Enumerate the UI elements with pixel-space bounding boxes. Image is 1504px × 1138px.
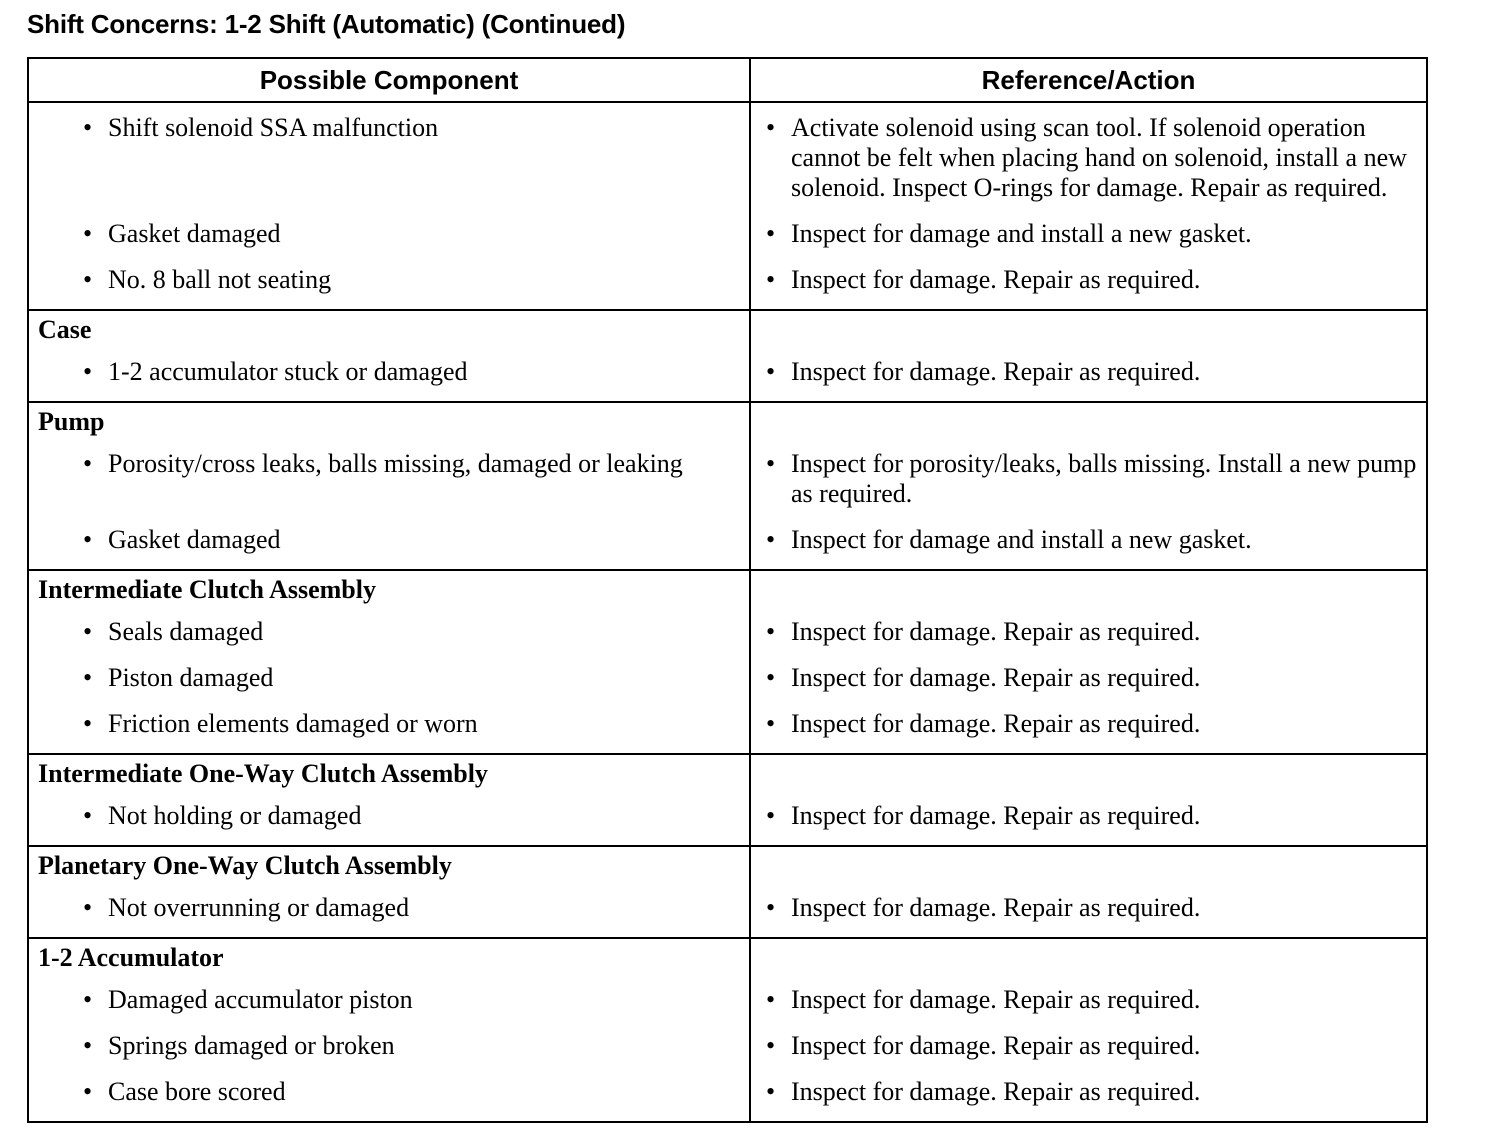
cell-top-padding xyxy=(29,103,749,111)
component-item-text: 1-2 accumulator stuck or damaged xyxy=(108,357,468,386)
action-cell xyxy=(750,570,1427,754)
component-item xyxy=(29,111,749,203)
bullet-icon: • xyxy=(83,663,93,692)
action-item xyxy=(751,355,1426,387)
action-item-text: Inspect for damage. Repair as required. xyxy=(791,801,1201,830)
header-possible-component: Possible Component xyxy=(28,58,750,102)
component-item xyxy=(29,799,749,831)
component-item xyxy=(29,891,749,923)
component-item-text: Damaged accumulator piston xyxy=(108,985,413,1014)
group-title: Planetary One-Way Clutch Assembly xyxy=(38,851,452,880)
group-title-spacer xyxy=(751,939,1426,983)
group-title: Pump xyxy=(38,407,105,436)
component-item-text: Porosity/cross leaks, balls missing, damaged or leaking xyxy=(108,449,683,478)
component-item-text: Case bore scored xyxy=(108,1077,286,1106)
action-item xyxy=(751,799,1426,831)
action-cell xyxy=(750,754,1427,846)
action-item-text: Inspect for damage. Repair as required. xyxy=(791,1031,1201,1060)
table-row xyxy=(28,310,1427,402)
component-item xyxy=(29,983,749,1015)
action-cell xyxy=(750,310,1427,402)
bullet-icon: • xyxy=(83,265,93,294)
group-title-spacer xyxy=(751,403,1426,447)
action-item-text: Inspect for damage. Repair as required. xyxy=(791,985,1201,1014)
action-cell xyxy=(750,938,1427,1122)
group-title-spacer xyxy=(751,571,1426,615)
bullet-icon: • xyxy=(83,219,93,248)
bullet-icon: • xyxy=(83,525,93,554)
action-item xyxy=(751,1029,1426,1061)
component-cell xyxy=(28,570,750,754)
table-row xyxy=(28,570,1427,754)
group-title: Intermediate One-Way Clutch Assembly xyxy=(38,759,488,788)
component-item xyxy=(29,355,749,387)
component-item xyxy=(29,217,749,249)
action-item-text: Inspect for damage. Repair as required. xyxy=(791,1077,1201,1106)
component-item xyxy=(29,707,749,739)
component-item xyxy=(29,263,749,295)
action-item xyxy=(751,217,1426,249)
bullet-icon: • xyxy=(766,985,776,1014)
bullet-icon: • xyxy=(766,709,776,738)
action-item-text: Inspect for damage. Repair as required. xyxy=(791,663,1201,692)
cell-top-padding xyxy=(751,103,1426,111)
bullet-icon: • xyxy=(83,113,93,142)
action-cell xyxy=(750,846,1427,938)
action-item xyxy=(751,447,1426,509)
shift-concerns-table xyxy=(27,57,1428,1123)
header-reference-action: Reference/Action xyxy=(750,58,1427,102)
group-title-spacer xyxy=(751,755,1426,799)
bullet-icon: • xyxy=(766,617,776,646)
bullet-icon: • xyxy=(83,801,93,830)
component-cell xyxy=(28,846,750,938)
action-item xyxy=(751,891,1426,923)
bullet-icon: • xyxy=(766,801,776,830)
bullet-icon: • xyxy=(766,219,776,248)
group-title-spacer xyxy=(751,847,1426,891)
component-cell xyxy=(28,754,750,846)
component-item-text: Springs damaged or broken xyxy=(108,1031,395,1060)
bullet-icon: • xyxy=(766,1031,776,1060)
bullet-icon: • xyxy=(766,525,776,554)
action-item xyxy=(751,523,1426,555)
bullet-icon: • xyxy=(766,1077,776,1106)
bullet-icon: • xyxy=(766,265,776,294)
action-item-text: Inspect for damage and install a new gasket. xyxy=(791,525,1252,554)
bullet-icon: • xyxy=(766,113,776,142)
component-cell xyxy=(28,938,750,1122)
component-cell xyxy=(28,402,750,570)
action-item xyxy=(751,1075,1426,1107)
table-body xyxy=(28,102,1427,1122)
bullet-icon: • xyxy=(83,1077,93,1106)
component-item-text: Piston damaged xyxy=(108,663,274,692)
bullet-icon: • xyxy=(766,357,776,386)
table-row xyxy=(28,754,1427,846)
bullet-icon: • xyxy=(766,449,776,478)
component-item xyxy=(29,1029,749,1061)
bullet-icon: • xyxy=(766,893,776,922)
action-item-text: Inspect for damage. Repair as required. xyxy=(791,709,1201,738)
component-cell xyxy=(28,102,750,310)
page-title: Shift Concerns: 1-2 Shift (Automatic) (Continued) xyxy=(27,9,626,39)
table-header-row xyxy=(28,58,1427,102)
action-item-text: Inspect for damage. Repair as required. xyxy=(791,265,1201,294)
bullet-icon: • xyxy=(83,893,93,922)
action-item-text: Inspect for porosity/leaks, balls missing. Install a new pump as required. xyxy=(791,449,1417,508)
component-item-text: Not overrunning or damaged xyxy=(108,893,410,922)
action-cell xyxy=(750,102,1427,310)
table-row xyxy=(28,938,1427,1122)
bullet-icon: • xyxy=(766,663,776,692)
component-item-text: Not holding or damaged xyxy=(108,801,362,830)
bullet-icon: • xyxy=(83,357,93,386)
action-item-text: Inspect for damage. Repair as required. xyxy=(791,617,1201,646)
action-item xyxy=(751,615,1426,647)
component-item xyxy=(29,615,749,647)
action-item xyxy=(751,111,1426,203)
component-item-text: Gasket damaged xyxy=(108,525,281,554)
group-title-spacer xyxy=(751,311,1426,355)
group-title: 1-2 Accumulator xyxy=(38,943,224,972)
component-item xyxy=(29,523,749,555)
component-item xyxy=(29,1075,749,1107)
bullet-icon: • xyxy=(83,1031,93,1060)
group-title: Intermediate Clutch Assembly xyxy=(38,575,376,604)
component-item-text: Gasket damaged xyxy=(108,219,281,248)
bullet-icon: • xyxy=(83,449,93,478)
action-item-text: Inspect for damage. Repair as required. xyxy=(791,357,1201,386)
table-row xyxy=(28,846,1427,938)
component-cell xyxy=(28,310,750,402)
action-item xyxy=(751,707,1426,739)
action-item xyxy=(751,263,1426,295)
component-item-text: No. 8 ball not seating xyxy=(108,265,332,294)
bullet-icon: • xyxy=(83,709,93,738)
action-item-text: Inspect for damage. Repair as required. xyxy=(791,893,1201,922)
bullet-icon: • xyxy=(83,985,93,1014)
action-item-text: Activate solenoid using scan tool. If solenoid operation cannot be felt when placing hand on solenoid, install a new solenoid. Inspect O-rings for damage. Repair as required. xyxy=(791,113,1407,202)
table-row xyxy=(28,402,1427,570)
action-item xyxy=(751,983,1426,1015)
action-item xyxy=(751,661,1426,693)
component-item-text: Friction elements damaged or worn xyxy=(108,709,478,738)
component-item-text: Shift solenoid SSA malfunction xyxy=(108,113,439,142)
action-cell xyxy=(750,402,1427,570)
component-item-text: Seals damaged xyxy=(108,617,264,646)
action-item-text: Inspect for damage and install a new gasket. xyxy=(791,219,1252,248)
component-item xyxy=(29,447,749,509)
table-row xyxy=(28,102,1427,310)
bullet-icon: • xyxy=(83,617,93,646)
group-title: Case xyxy=(38,315,92,344)
component-item xyxy=(29,661,749,693)
